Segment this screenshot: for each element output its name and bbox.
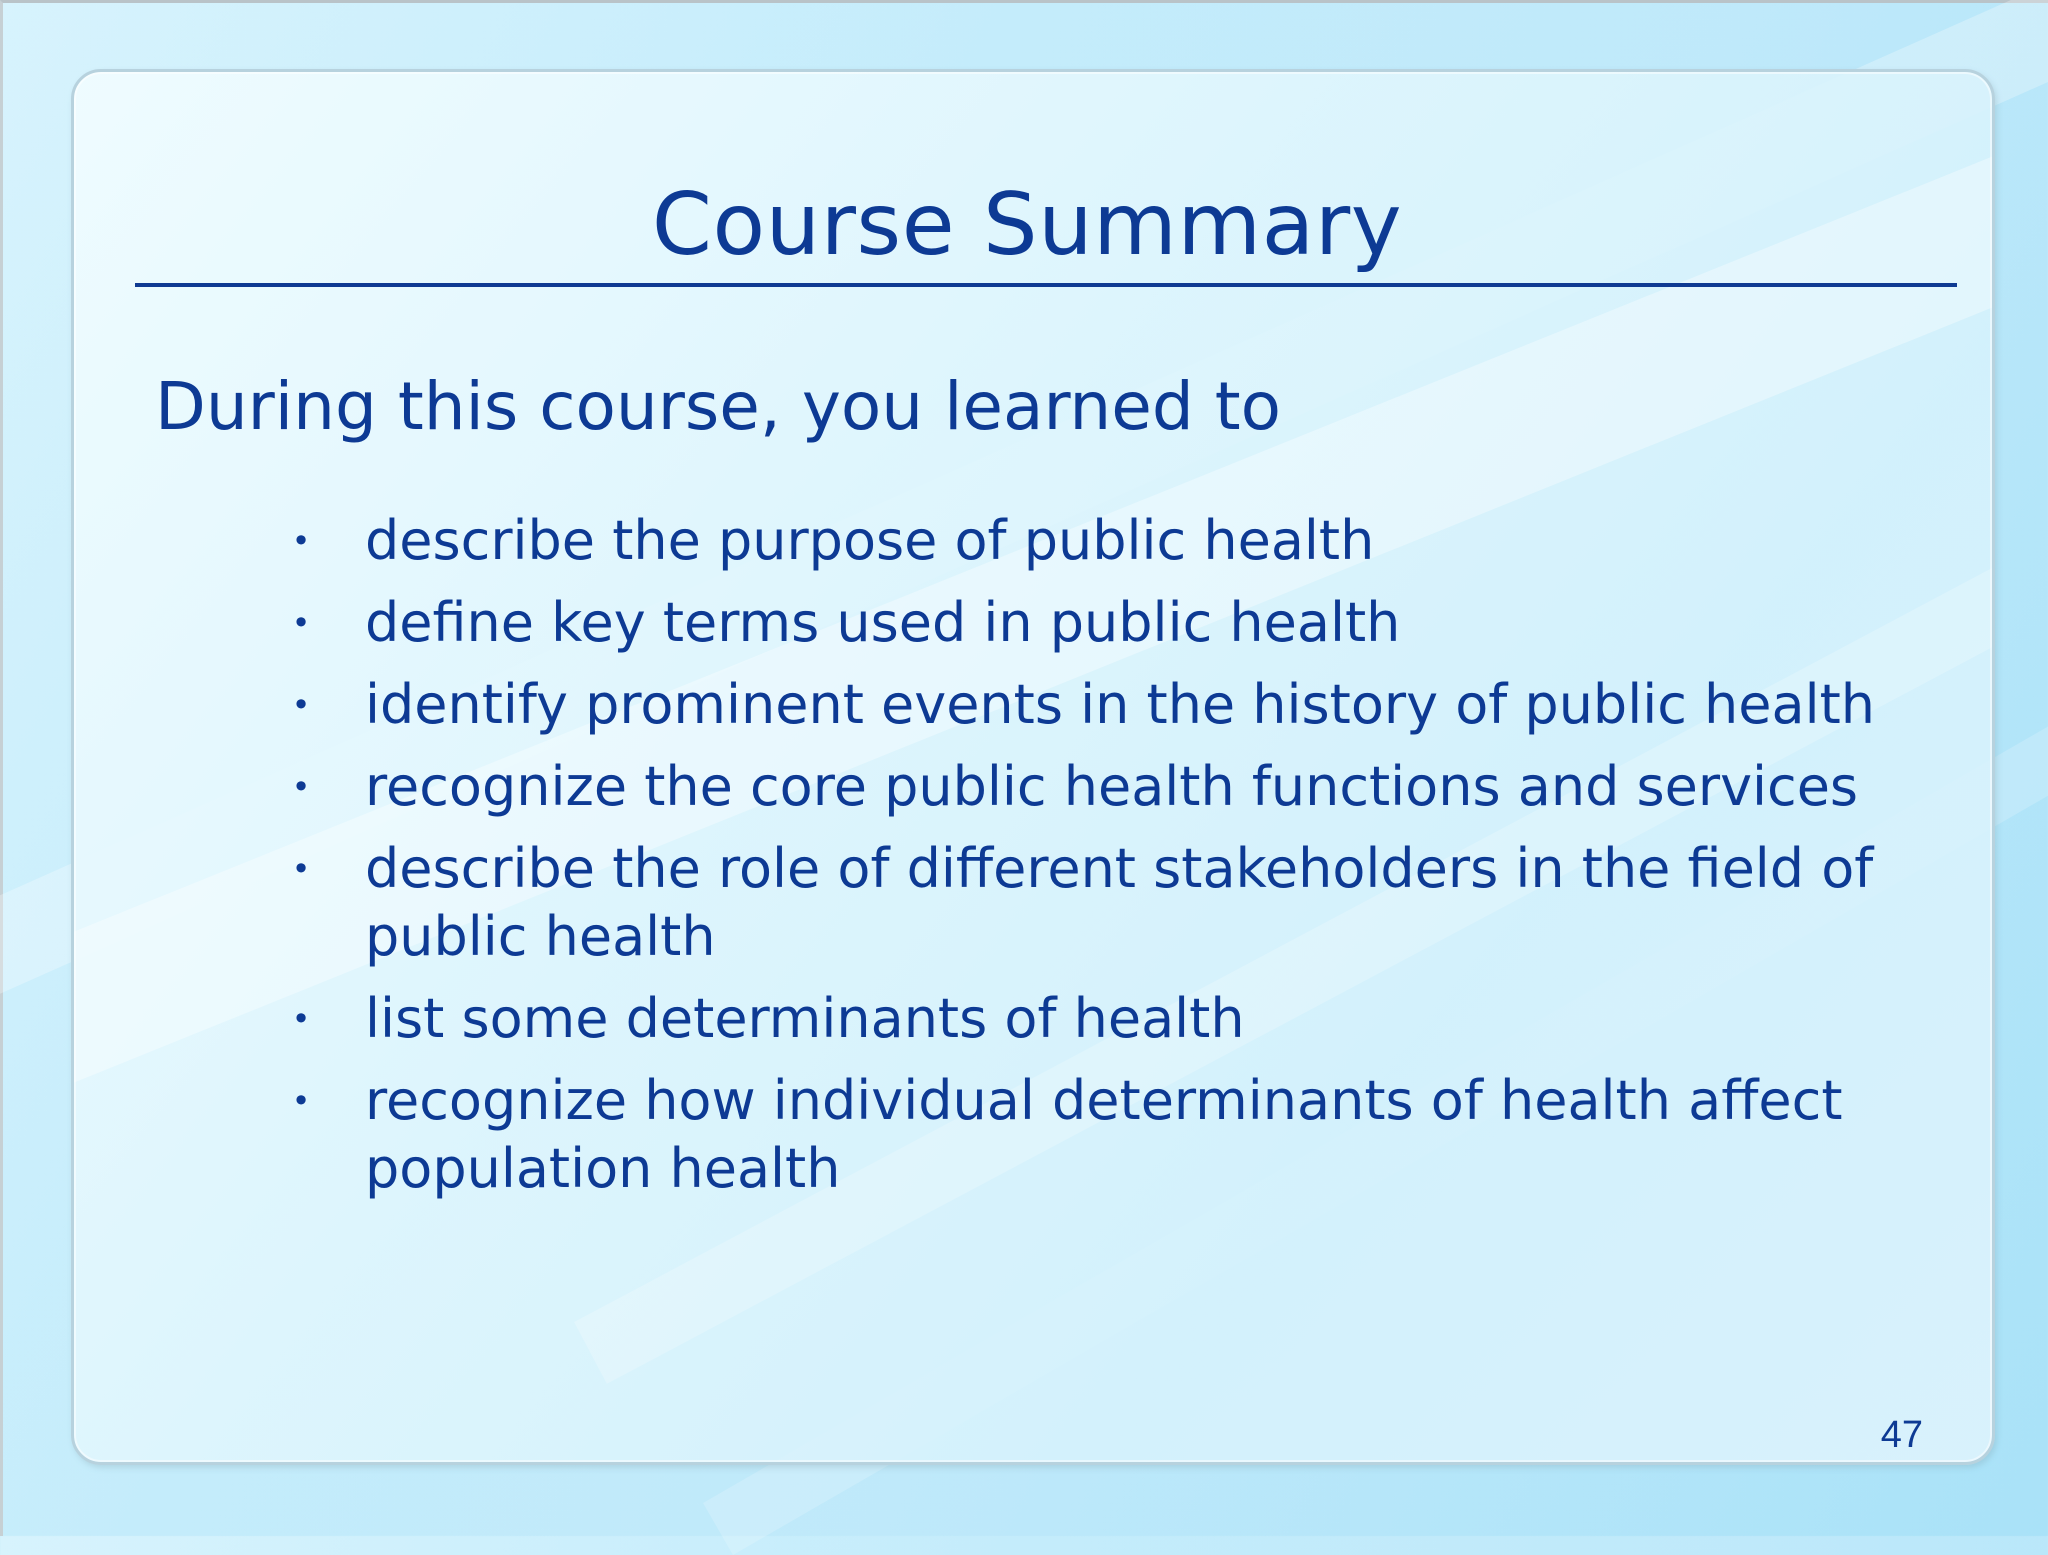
bullet-icon: • (291, 522, 311, 560)
list-item-text: list some determinants of health (365, 987, 1245, 1050)
list-item (283, 1067, 1923, 1203)
list-item-text: identify prominent events in the history of public health (365, 673, 1875, 736)
bullet-icon: • (291, 850, 311, 888)
bullet-icon: • (291, 1082, 311, 1120)
title-divider (135, 283, 1957, 287)
list-item (283, 589, 1923, 657)
list-item-text: describe the purpose of public health (365, 509, 1375, 572)
list-item-text: define key terms used in public health (365, 591, 1401, 654)
list-item (283, 753, 1923, 821)
list-item-text: recognize how individual determinants of health affect population health (365, 1069, 1843, 1200)
bullet-icon: • (291, 1000, 311, 1038)
bullet-icon: • (291, 604, 311, 642)
list-item (283, 507, 1923, 575)
list-item (283, 671, 1923, 739)
page-number: 47 (1880, 1414, 1923, 1456)
bullet-icon: • (291, 768, 311, 806)
learning-objectives-list (283, 507, 1923, 1217)
list-item-text: describe the role of different stakeholders in the field of public health (365, 837, 1874, 968)
list-item (283, 835, 1923, 971)
intro-text: During this course, you learned to (155, 368, 1281, 445)
list-item (283, 985, 1923, 1053)
slide-title: Course Summary (651, 175, 1403, 275)
bullet-icon: • (291, 686, 311, 724)
list-item-text: recognize the core public health functions and services (365, 755, 1859, 818)
